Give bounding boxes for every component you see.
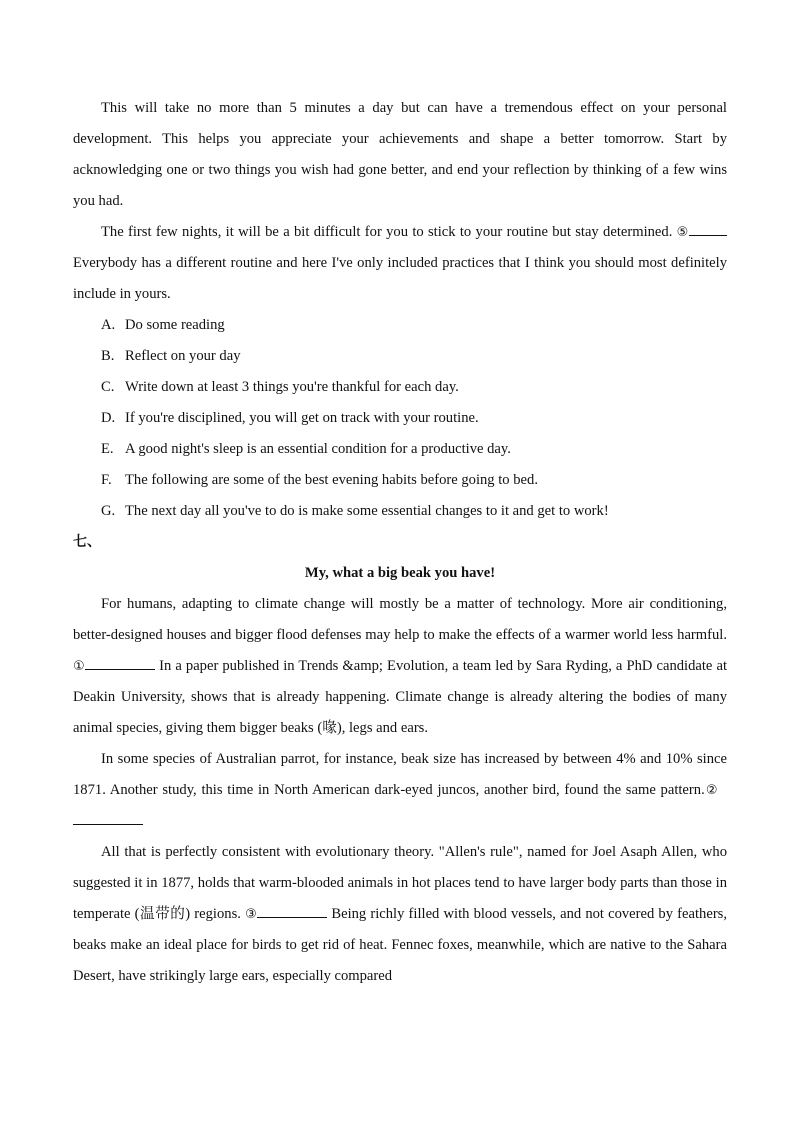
- option-a: [73, 310, 727, 341]
- paragraph-text: Everybody has a different routine and here I've only included practices that I think you should most definitely include in yours.: [73, 255, 727, 302]
- option-text: Write down at least 3 things you're thankful for each day.: [125, 379, 459, 395]
- article-title: My, what a big beak you have!: [304, 565, 496, 581]
- option-text: A good night's sleep is an essential condition for a productive day.: [125, 441, 511, 457]
- answer-blank-1[interactable]: [85, 655, 155, 670]
- answer-blank-3[interactable]: [257, 903, 327, 918]
- option-text: Do some reading: [125, 317, 225, 333]
- blank-number-2: ②: [704, 783, 719, 798]
- option-text: The next day all you've to do is make some essential changes to it and get to work!: [125, 503, 609, 519]
- option-letter: F.: [101, 472, 112, 488]
- option-letter: B.: [101, 348, 115, 364]
- option-letter: E.: [101, 441, 114, 457]
- answer-blank-2[interactable]: [73, 810, 143, 825]
- option-g: [73, 496, 727, 527]
- paragraph-determined: [73, 217, 727, 310]
- paragraph-allens-rule: [73, 837, 727, 992]
- document-page: [73, 93, 727, 992]
- option-text: If you're disciplined, you will get on track with your routine.: [125, 410, 479, 426]
- paragraph-text: For humans, adapting to climate change will mostly be a matter of technology. More air conditioning, better-designed houses and bigger flood defenses may help to make the effects of a warmer world less harmful.: [73, 596, 727, 643]
- paragraph-reflection: [73, 93, 727, 217]
- paragraph-text: In a paper published in Trends &amp; Evolution, a team led by Sara Ryding, a PhD candidate at Deakin University, shows that is already happening. Climate change is already altering the bodies of many animal species, giving them bigger beaks (喙), legs and ears.: [73, 658, 727, 736]
- paragraph-text: The first few nights, it will be a bit difficult for you to stick to your routine but stay determined.: [101, 224, 673, 240]
- option-letter: D.: [101, 410, 116, 426]
- option-letter: A.: [101, 317, 116, 333]
- option-letter: C.: [101, 379, 115, 395]
- option-f: [73, 465, 727, 496]
- paragraph-text: Being richly filled with blood vessels, and not covered by feathers, beaks make an ideal place for birds to get rid of heat. Fennec foxes, meanwhile, which are native to the Sahara Desert, have strikingly large ears, especially compared: [73, 906, 728, 984]
- options-list: [73, 310, 727, 527]
- blank-number-3: ③: [245, 907, 258, 922]
- paragraph-parrot: [73, 744, 727, 837]
- option-b: [73, 341, 727, 372]
- option-d: [73, 403, 727, 434]
- paragraph-text: All that is perfectly consistent with evolutionary theory. "Allen's rule", named for Joel Asaph Allen, who suggested it in 1877, holds that warm-blooded animals in hot places tend to have larger body parts than those in temperate (温带的) regions.: [73, 844, 727, 922]
- blank-number-5: ⑤: [676, 225, 689, 240]
- answer-blank-5[interactable]: [689, 221, 727, 236]
- option-text: The following are some of the best evening habits before going to bed.: [125, 472, 538, 488]
- paragraph-humans: [73, 589, 727, 744]
- section-number: 七、: [73, 534, 101, 550]
- option-letter: G.: [101, 503, 116, 519]
- paragraph-text: This will take no more than 5 minutes a day but can have a tremendous effect on your personal development. This helps you appreciate your achievements and shape a better tomorrow. Start by acknowledging one or two things you wish had gone better, and end your reflection by thinking of a few wins you had.: [73, 100, 727, 209]
- option-text: Reflect on your day: [125, 348, 241, 364]
- option-c: [73, 372, 727, 403]
- blank-number-1: ①: [73, 659, 86, 674]
- option-e: [73, 434, 727, 465]
- paragraph-text: In some species of Australian parrot, for instance, beak size has increased by between 4% and 10% since 1871. Another study, this time in North American dark-eyed juncos, another bird, found the same pattern.: [73, 751, 727, 798]
